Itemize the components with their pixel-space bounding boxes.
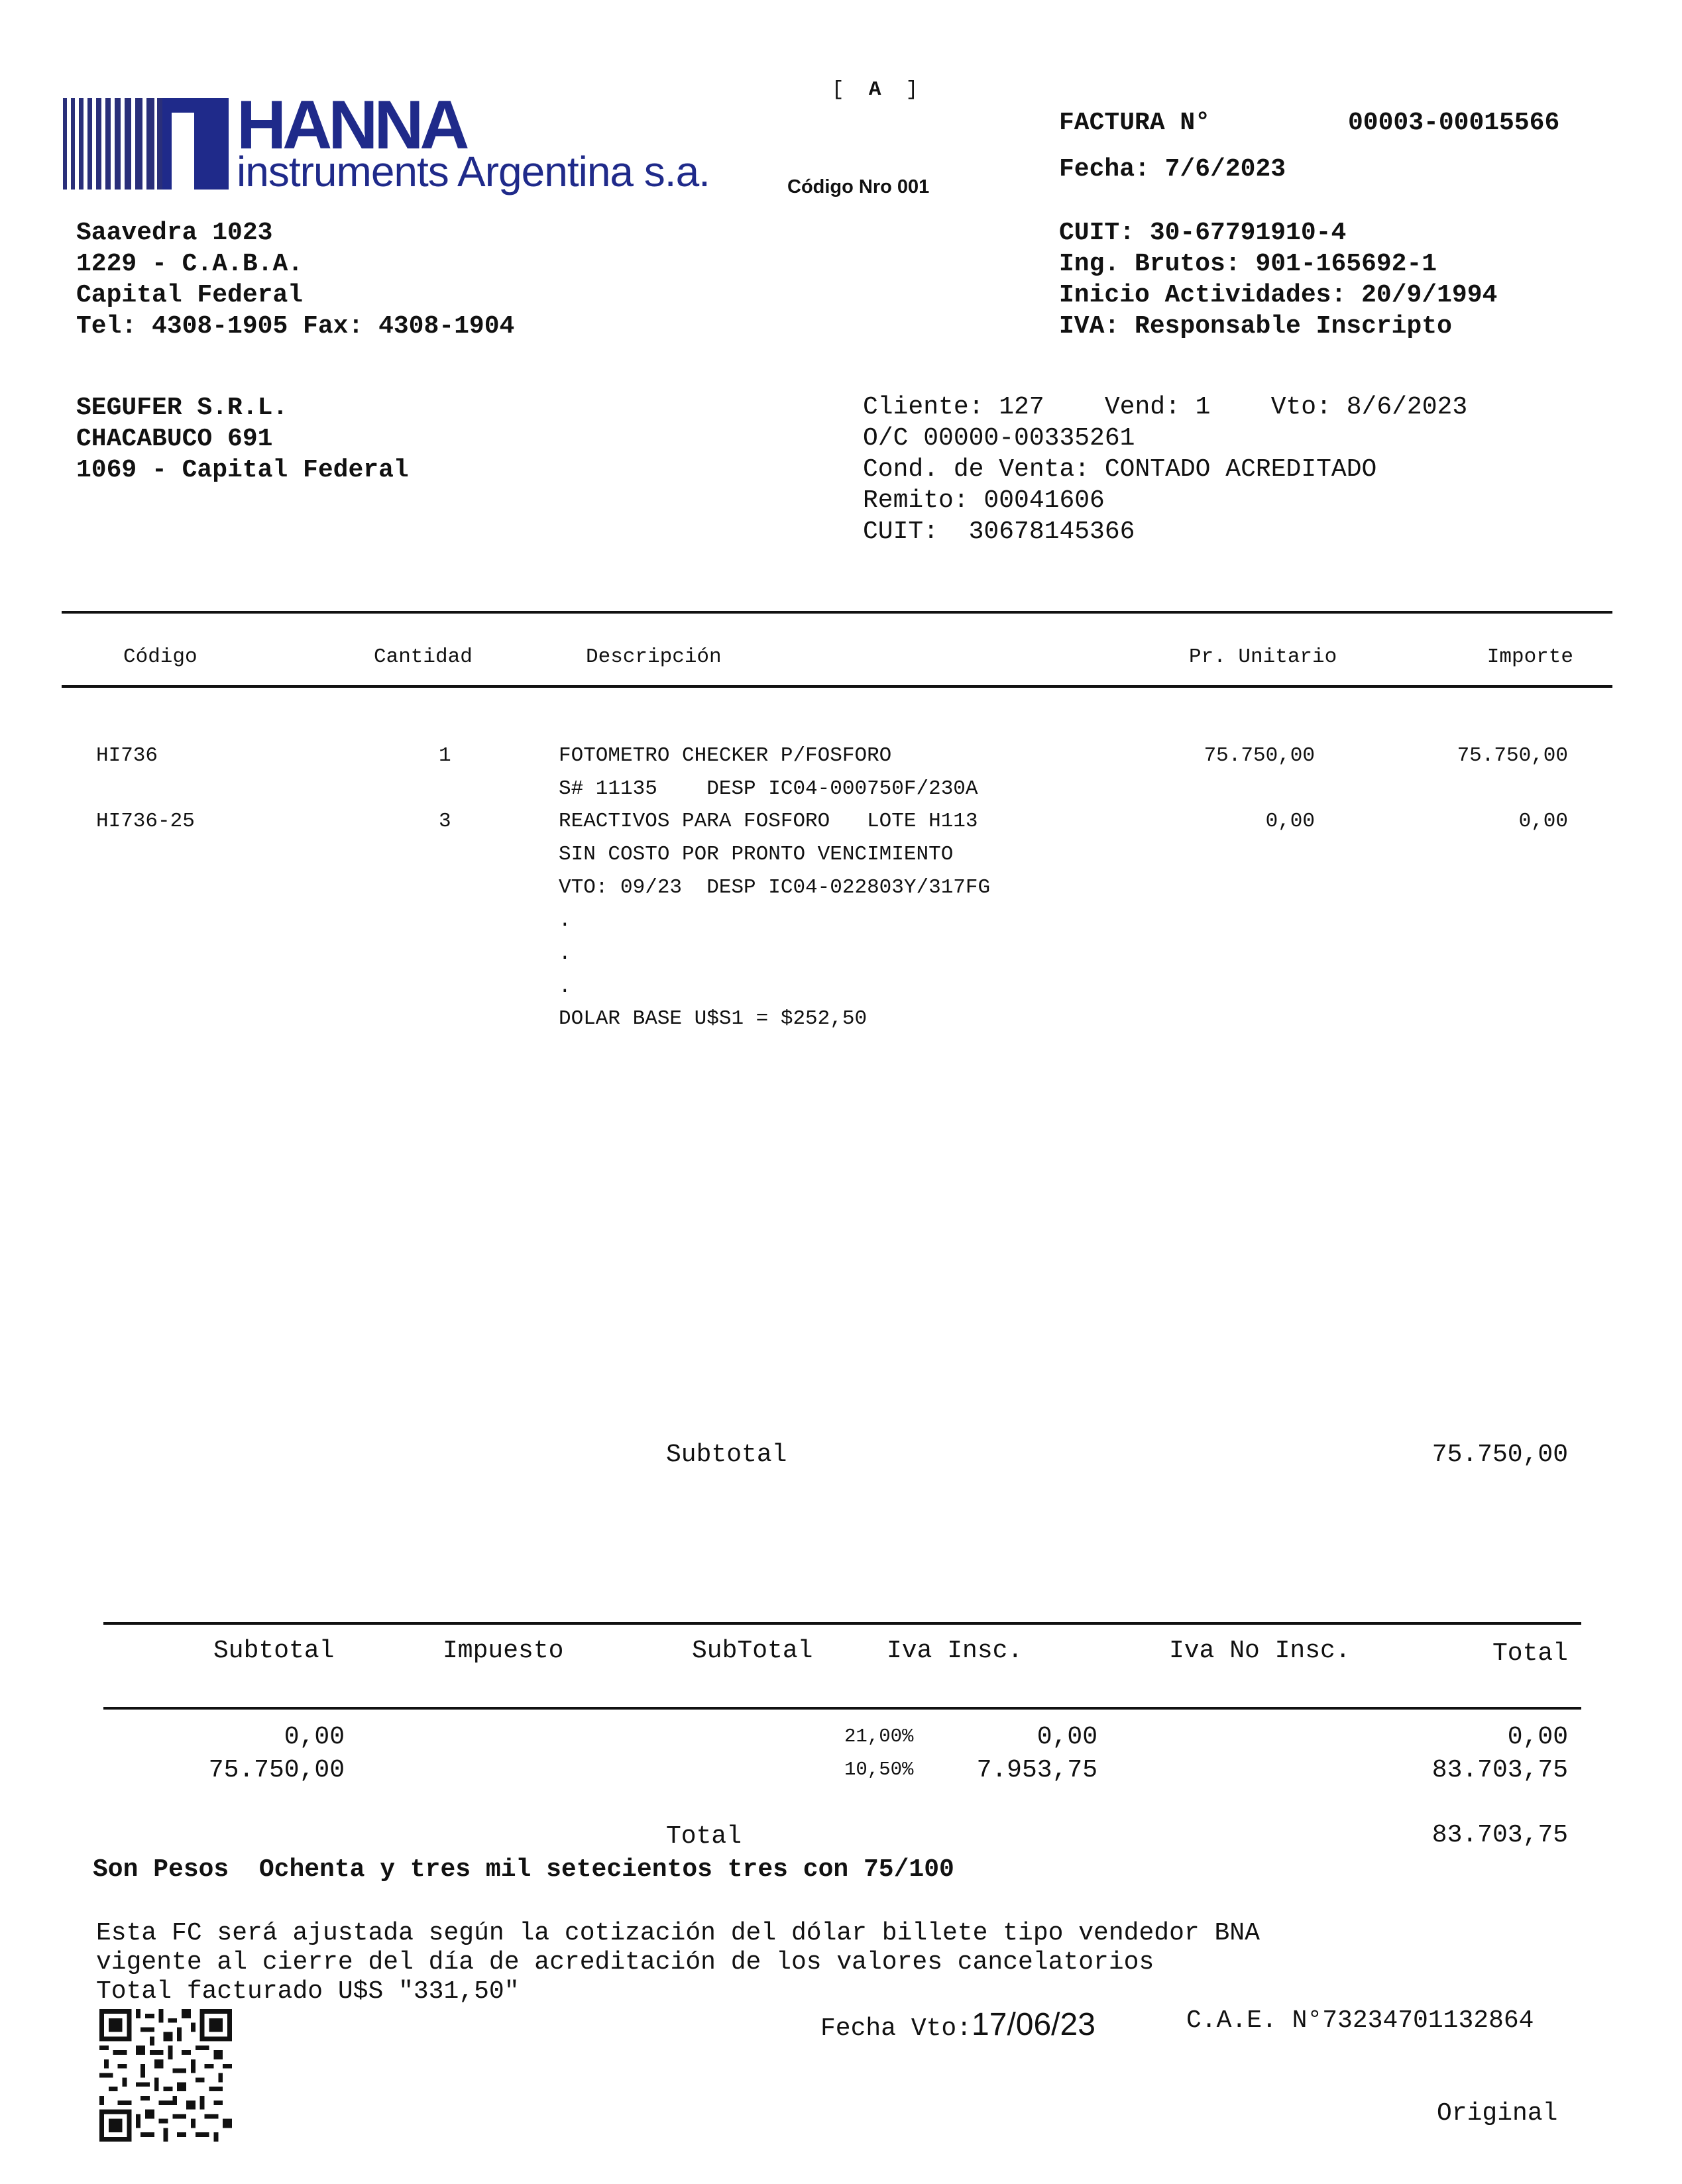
tax-table-top-rule	[103, 1622, 1581, 1625]
logo-square	[162, 98, 229, 190]
row-unitario: 75.750,00	[1204, 744, 1315, 767]
invoice-letter: A	[868, 78, 881, 101]
row-cantidad: 1	[439, 744, 451, 767]
letter-close: ]	[905, 78, 919, 101]
tax-header-subtotal2: SubTotal	[692, 1637, 813, 1665]
col-header-importe: Importe	[1486, 645, 1573, 669]
client-cond-venta: Cond. de Venta: CONTADO ACREDITADO	[863, 455, 1377, 484]
factura-label: FACTURA N°	[1059, 109, 1211, 137]
fecha-vto	[820, 2006, 1095, 2043]
row-descripcion: .	[559, 975, 571, 999]
client-cuit: CUIT: 30678145366	[863, 518, 1135, 546]
table-header-rule	[62, 685, 1612, 688]
note-line-3: Total facturado U$S "331,50"	[96, 1977, 520, 2006]
company-ing-brutos: Ing. Brutos: 901-165692-1	[1059, 250, 1437, 278]
row-descripcion: S# 11135 DESP IC04-000750F/230A	[559, 777, 978, 800]
row-descripcion: SIN COSTO POR PRONTO VENCIMIENTO	[559, 843, 954, 866]
subtotal-value: 75.750,00	[1431, 1441, 1568, 1469]
row-codigo: HI736-25	[96, 810, 195, 833]
cae-number: C.A.E. N°73234701132864	[1186, 2006, 1534, 2035]
tax-table-header-rule	[103, 1707, 1581, 1710]
tax-header-iva-insc: Iva Insc.	[887, 1637, 1023, 1665]
client-city: 1069 - Capital Federal	[76, 456, 409, 484]
invoice-number-sep: -	[1424, 109, 1439, 137]
note-line-2: vigente al cierre del día de acreditación de los valores cancelatorios	[96, 1948, 1154, 1977]
logo-title: HANNA	[237, 87, 466, 164]
company-cuit: CUIT: 30-67791910-4	[1059, 219, 1347, 247]
row-descripcion: FOTOMETRO CHECKER P/FOSFORO	[559, 744, 892, 767]
client-address: CHACABUCO 691	[76, 425, 273, 453]
qr-code-icon	[99, 2009, 232, 2142]
fecha-vto-value: 17/06/23	[972, 2007, 1095, 2042]
tax-row-iva: 0,00	[1037, 1723, 1097, 1751]
tax-row-iva: 7.953,75	[976, 1756, 1097, 1784]
tax-header-iva-no-insc: Iva No Insc.	[1169, 1637, 1351, 1665]
tax-row-rate: 10,50%	[844, 1759, 914, 1780]
logo-bars	[63, 98, 162, 190]
tax-row-subtotal: 75.750,00	[208, 1756, 345, 1784]
client-remito: Remito: 00041606	[863, 486, 1105, 515]
row-importe: 0,00	[1518, 810, 1568, 833]
company-inicio-actividades: Inicio Actividades: 20/9/1994	[1059, 281, 1498, 309]
company-province: Capital Federal	[76, 281, 304, 309]
col-header-codigo: Código	[123, 645, 197, 669]
total-in-words: Son Pesos Ochenta y tres mil setecientos tres con 75/100	[93, 1855, 954, 1884]
client-name: SEGUFER S.R.L.	[76, 394, 288, 422]
invoice-date: Fecha: 7/6/2023	[1059, 155, 1286, 184]
tax-row-total: 0,00	[1507, 1723, 1568, 1751]
row-unitario: 0,00	[1265, 810, 1315, 833]
company-logo	[63, 87, 726, 195]
logo-subtitle: instruments Argentina s.a.	[237, 148, 710, 195]
row-codigo: HI736	[96, 744, 158, 767]
row-descripcion: REACTIVOS PARA FOSFORO LOTE H113	[559, 810, 978, 833]
row-cantidad: 3	[439, 810, 451, 833]
total-value: 83.703,75	[1431, 1821, 1568, 1849]
invoice-letter-box	[832, 78, 918, 101]
invoice-number-prefix: 00003	[1348, 109, 1424, 137]
tax-header-subtotal: Subtotal	[213, 1637, 335, 1665]
copy-label: Original	[1437, 2099, 1558, 2128]
table-top-rule	[62, 611, 1612, 614]
invoice-number-value: 00015566	[1438, 109, 1560, 137]
company-iva: IVA: Responsable Inscripto	[1059, 312, 1452, 341]
note-line-1: Esta FC será ajustada según la cotización del dólar billete tipo vendedor BNA	[96, 1919, 1260, 1947]
row-descripcion: VTO: 09/23 DESP IC04-022803Y/317FG	[559, 876, 991, 899]
tax-header-total: Total	[1492, 1639, 1568, 1668]
tax-row-rate: 21,00%	[844, 1725, 914, 1747]
tax-row-total: 83.703,75	[1431, 1756, 1568, 1784]
invoice-code: Código Nro 001	[787, 176, 930, 197]
col-header-cantidad: Cantidad	[374, 645, 473, 669]
col-header-descripcion: Descripción	[586, 645, 722, 669]
letter-open: [	[832, 78, 844, 101]
fecha-vto-label: Fecha Vto:	[820, 2014, 972, 2043]
subtotal-label: Subtotal	[666, 1441, 787, 1469]
company-phones: Tel: 4308-1905 Fax: 4308-1904	[76, 312, 515, 341]
company-city: 1229 - C.A.B.A.	[76, 250, 304, 278]
col-header-unitario: Pr. Unitario	[1189, 645, 1337, 669]
row-descripcion: DOLAR BASE U$S1 = $252,50	[559, 1007, 868, 1030]
row-descripcion: .	[559, 942, 571, 965]
row-descripcion: .	[559, 909, 571, 932]
total-label: Total	[666, 1822, 742, 1851]
tax-header-impuesto: Impuesto	[443, 1637, 564, 1665]
row-importe: 75.750,00	[1457, 744, 1568, 767]
tax-row-subtotal: 0,00	[284, 1723, 345, 1751]
client-oc: O/C 00000-00335261	[863, 424, 1135, 453]
company-address: Saavedra 1023	[76, 219, 273, 247]
invoice-number	[1348, 109, 1559, 137]
client-line: Cliente: 127 Vend: 1 Vto: 8/6/2023	[863, 393, 1468, 421]
